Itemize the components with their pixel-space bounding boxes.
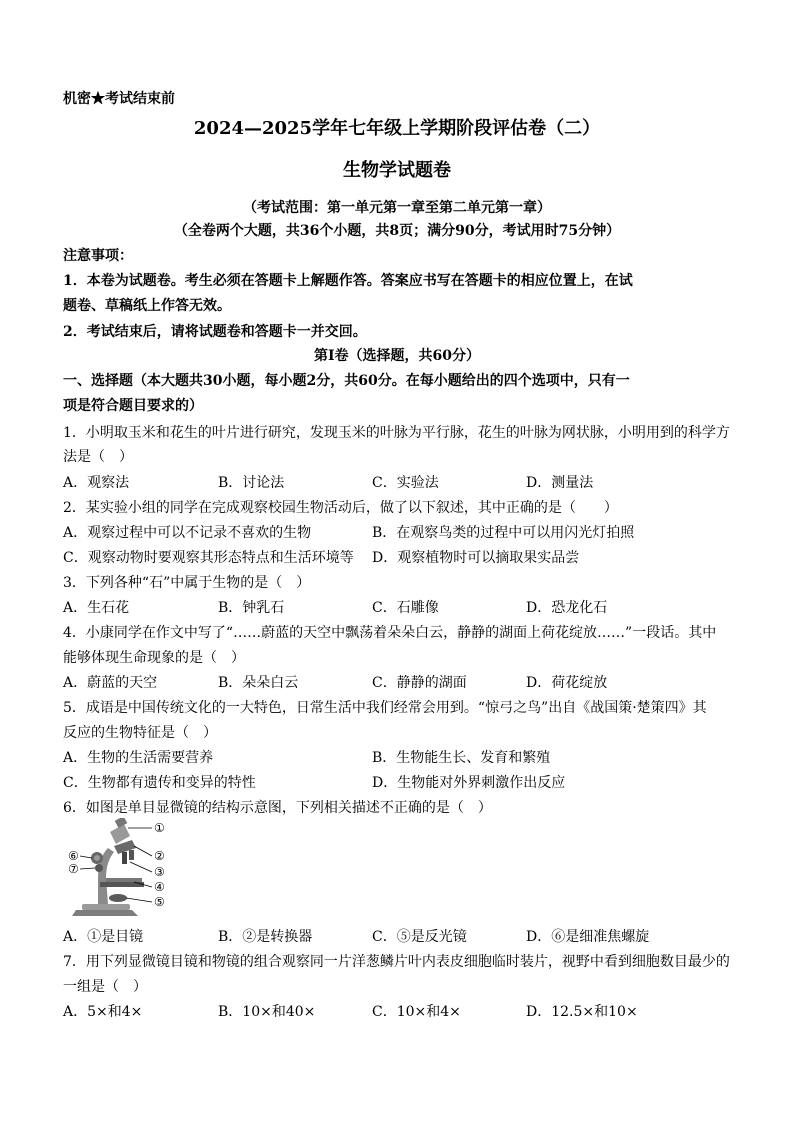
label-4: ④ bbox=[154, 880, 165, 894]
q5-option-a: A．生物的生活需要营养 bbox=[63, 750, 214, 766]
label-2: ② bbox=[154, 849, 165, 863]
q7-option-b: B．10×和40× bbox=[218, 1004, 316, 1020]
part-title: 第Ⅰ卷（选择题，共60分） bbox=[313, 348, 481, 364]
question-7-stem-2: 一组是（ ） bbox=[63, 979, 147, 995]
question-5-stem-2: 反应的生物特征是（ ） bbox=[63, 725, 217, 741]
q5-option-b: B．生物能生长、发育和繁殖 bbox=[372, 750, 551, 766]
q4-option-c: C．静静的湖面 bbox=[372, 675, 467, 691]
q7-option-c: C．10×和4× bbox=[372, 1004, 461, 1020]
label-3: ③ bbox=[154, 865, 165, 879]
notes-title: 注意事项： bbox=[63, 248, 133, 264]
note-2: 2．考试结束后，请将试题卷和答题卡一并交回。 bbox=[63, 324, 367, 340]
q5-option-c: C．生物都有遗传和变异的特性 bbox=[63, 775, 256, 791]
exam-title: 2024—2025学年七年级上学期阶段评估卷（二） bbox=[193, 118, 601, 139]
q3-option-c: C．石雕像 bbox=[372, 600, 439, 616]
q4-option-b: B．朵朵白云 bbox=[218, 675, 299, 691]
q2-option-d: D．观察植物时可以摘取果实品尝 bbox=[372, 550, 580, 566]
q2-option-a: A．观察过程中可以不记录不喜欢的生物 bbox=[63, 525, 312, 541]
q5-option-d: D．生物能对外界刺激作出反应 bbox=[372, 775, 566, 791]
question-1-stem-2: 法是（ ） bbox=[63, 449, 133, 465]
q1-option-d: D．测量法 bbox=[526, 475, 594, 491]
question-1-stem: 1．小明取玉米和花生的叶片进行研究，发现玉米的叶脉为平行脉，花生的叶脉为网状脉，小明用到的科学方 bbox=[63, 425, 730, 441]
note-1-line-2: 题卷、草稿纸上作答无效。 bbox=[63, 298, 231, 314]
q3-option-a: A．生石花 bbox=[63, 600, 130, 616]
exam-scope: （考试范围：第一单元第一章至第二单元第一章） bbox=[243, 200, 551, 216]
q2-option-b: B．在观察鸟类的过程中可以用闪光灯拍照 bbox=[372, 525, 635, 541]
q6-option-a: A．①是目镜 bbox=[63, 929, 144, 945]
question-5-stem: 5．成语是中国传统文化的一大特色，日常生活中我们经常会用到。“惊弓之鸟”出自《战国策·楚策四》其 bbox=[63, 700, 707, 716]
microscope-diagram bbox=[68, 818, 180, 920]
question-4-stem-2: 能够体现生命现象的是（ ） bbox=[63, 650, 245, 666]
confidential-label: 机密★考试结束前 bbox=[63, 91, 175, 107]
q2-option-c: C．观察动物时要观察其形态特点和生活环境等 bbox=[63, 550, 354, 566]
question-6-stem: 6．如图是单目显微镜的结构示意图，下列相关描述不正确的是（ ） bbox=[63, 800, 492, 816]
label-5: ⑤ bbox=[154, 895, 165, 909]
q3-option-d: D．恐龙化石 bbox=[526, 600, 608, 616]
section-instructions-line-2: 项是符合题目要求的） bbox=[63, 398, 203, 414]
q1-option-b: B．讨论法 bbox=[218, 475, 285, 491]
question-2-stem: 2．某实验小组的同学在完成观察校园生物活动后，做了以下叙述，其中正确的是（ ） bbox=[63, 500, 618, 516]
q1-option-c: C．实验法 bbox=[372, 475, 439, 491]
question-4-stem: 4．小康同学在作文中写了“……蔚蓝的天空中飘荡着朵朵白云，静静的湖面上荷花绽放……”一段话。其中 bbox=[63, 625, 717, 641]
q7-option-a: A．5×和4× bbox=[63, 1004, 143, 1020]
note-1-line-1: 1．本卷为试题卷。考生必须在答题卡上解题作答。答案应书写在答题卡的相应位置上，在试 bbox=[63, 273, 633, 289]
exam-subtitle: 生物学试题卷 bbox=[343, 160, 451, 181]
q4-option-a: A．蔚蓝的天空 bbox=[63, 675, 158, 691]
label-6: ⑥ bbox=[68, 849, 79, 863]
q4-option-d: D．荷花绽放 bbox=[526, 675, 608, 691]
section-instructions-line-1: 一、选择题（本大题共30小题，每小题2分，共60分。在每小题给出的四个选项中，只有一 bbox=[63, 373, 630, 389]
q7-option-d: D．12.5×和10× bbox=[526, 1004, 638, 1020]
q6-option-d: D．⑥是细准焦螺旋 bbox=[526, 929, 650, 945]
question-7-stem: 7．用下列显微镜目镜和物镜的组合观察同一片洋葱鳞片叶内表皮细胞临时装片，视野中看到细胞数目最少的 bbox=[63, 954, 730, 970]
q3-option-b: B．钟乳石 bbox=[218, 600, 285, 616]
q1-option-a: A．观察法 bbox=[63, 475, 130, 491]
label-1: ① bbox=[154, 821, 165, 835]
q6-option-b: B．②是转换器 bbox=[218, 929, 313, 945]
exam-info: （全卷两个大题，共36个小题，共8页；满分90分，考试用时75分钟） bbox=[173, 223, 621, 239]
question-3-stem: 3．下列各种“石”中属于生物的是（ ） bbox=[63, 575, 311, 591]
label-7: ⑦ bbox=[68, 862, 79, 876]
q6-option-c: C．⑤是反光镜 bbox=[372, 929, 467, 945]
